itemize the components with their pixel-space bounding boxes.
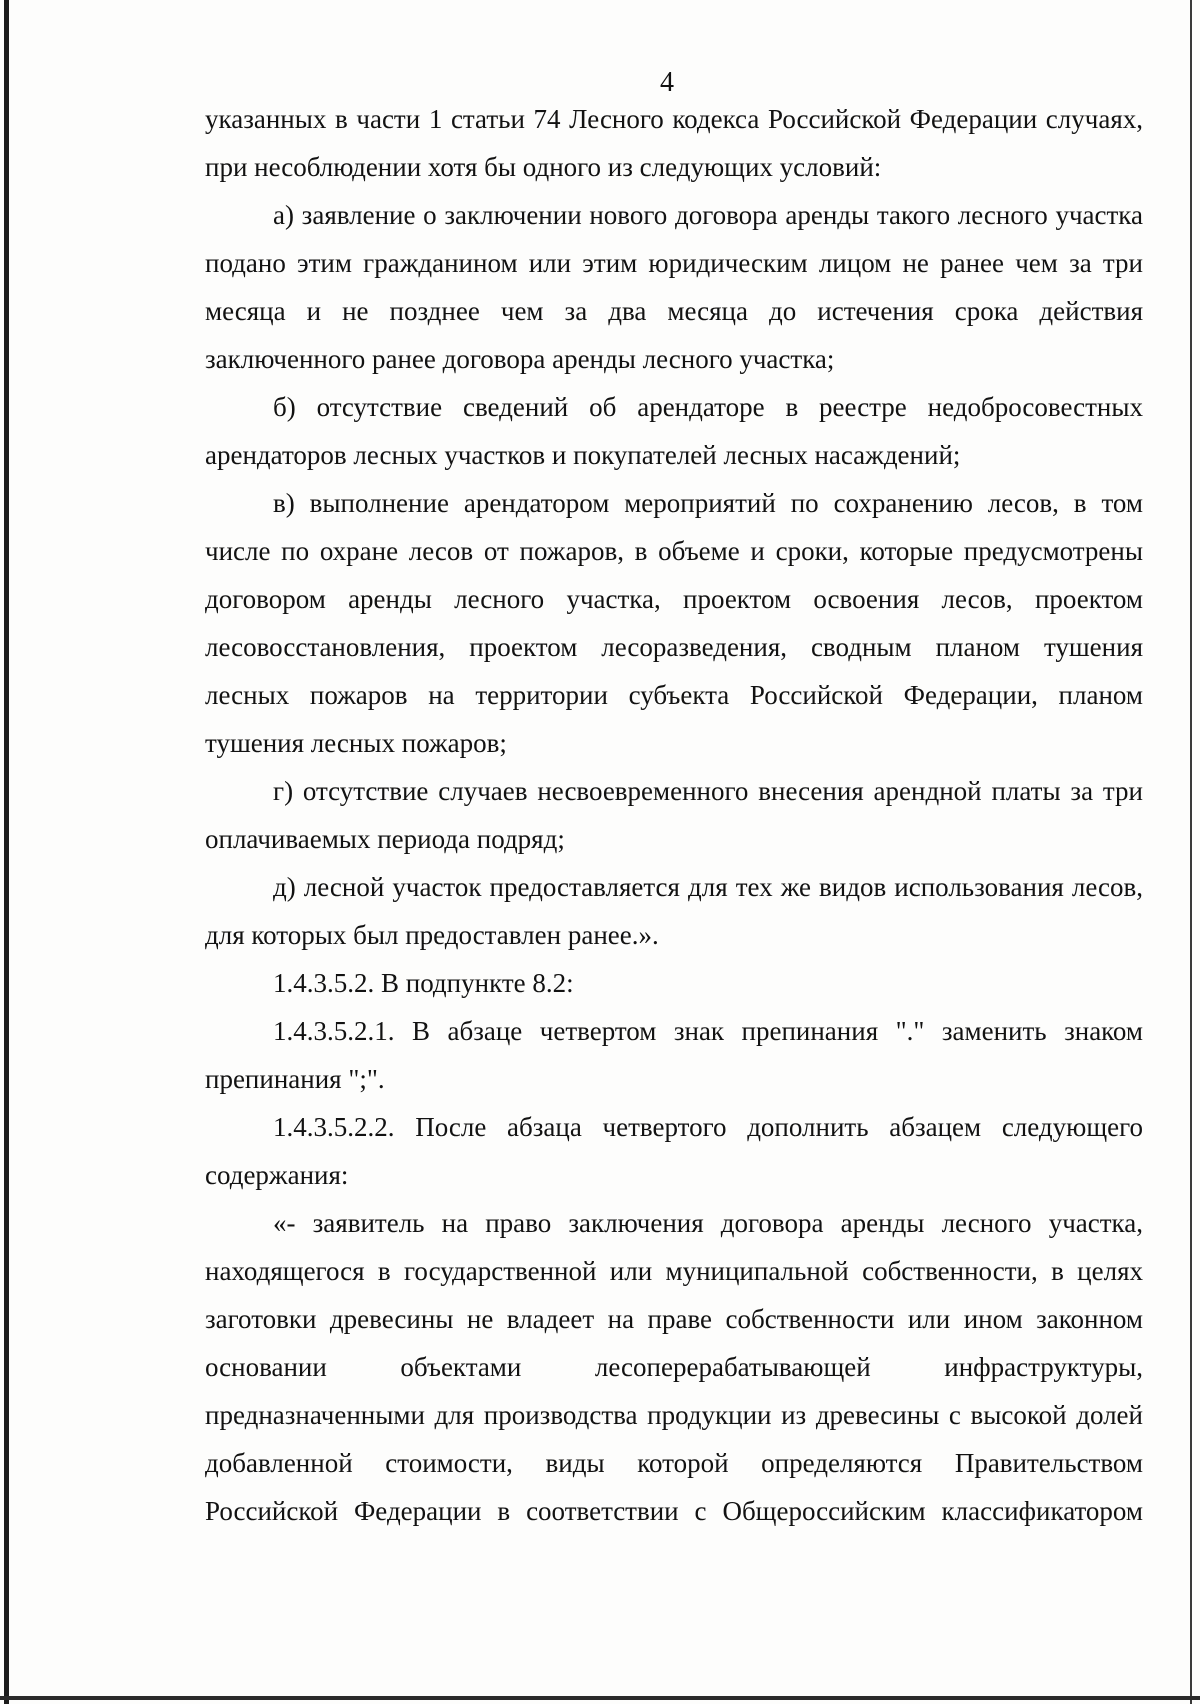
page-number: 4 <box>660 67 674 98</box>
scan-edge-right <box>1190 0 1192 1704</box>
scan-edge-left <box>4 0 9 1704</box>
document-body <box>205 95 1143 1535</box>
paragraph-clause-1-4-3-5-2-2: 1.4.3.5.2.2. После абзаца четвертого дополнить абзацем следующего содержания: <box>205 1112 1143 1190</box>
paragraph-item-a: а) заявление о заключении нового договора аренды такого лесного участка подано этим гражданином или этим юридическим лицом не ранее чем за три месяца и не позднее чем за два месяца до истечения срока действия заключенного ранее договора аренды лесного участка; <box>205 200 1143 374</box>
paragraph-item-d: д) лесной участок предоставляется для тех же видов использования лесов, для которых был предоставлен ранее.». <box>205 872 1143 950</box>
paragraph-continuation: указанных в части 1 статьи 74 Лесного кодекса Российской Федерации случаях, при несоблюдении хотя бы одного из следующих условий: <box>205 104 1143 182</box>
paragraph-clause-1-4-3-5-2-1: 1.4.3.5.2.1. В абзаце четвертом знак препинания "." заменить знаком препинания ";". <box>205 1016 1143 1094</box>
paragraph-clause-1-4-3-5-2: 1.4.3.5.2. В подпункте 8.2: <box>273 968 574 998</box>
paragraph-item-v: в) выполнение арендатором мероприятий по сохранению лесов, в том числе по охране лесов от пожаров, в объеме и сроки, которые предусмотрены договором аренды лесного участка, проектом освоения лесов, проектом лесовосстановления, проектом лесоразведения, сводным планом тушения лесных пожаров на территории субъекта Российской Федерации, планом тушения лесных пожаров; <box>205 488 1143 758</box>
paragraph-item-g: г) отсутствие случаев несвоевременного внесения арендной платы за три оплачиваемых периода подряд; <box>205 776 1143 854</box>
scan-edge-bottom <box>0 1696 1200 1700</box>
paragraph-new-text: «- заявитель на право заключения договора аренды лесного участка, находящегося в государственной или муниципальной собственности, в целях заготовки древесины не владеет на праве собственности или ином законном основании объектами лесоперерабатывающей инфраструктуры, предназначенными для производства продукции из древесины с высокой долей добавленной стоимости, виды которой определяются Правительством Российской Федерации в соответствии с Общероссийским классификатором <box>205 1208 1143 1526</box>
paragraph-item-b: б) отсутствие сведений об арендаторе в реестре недобросовестных арендаторов лесных участков и покупателей лесных насаждений; <box>205 392 1143 470</box>
